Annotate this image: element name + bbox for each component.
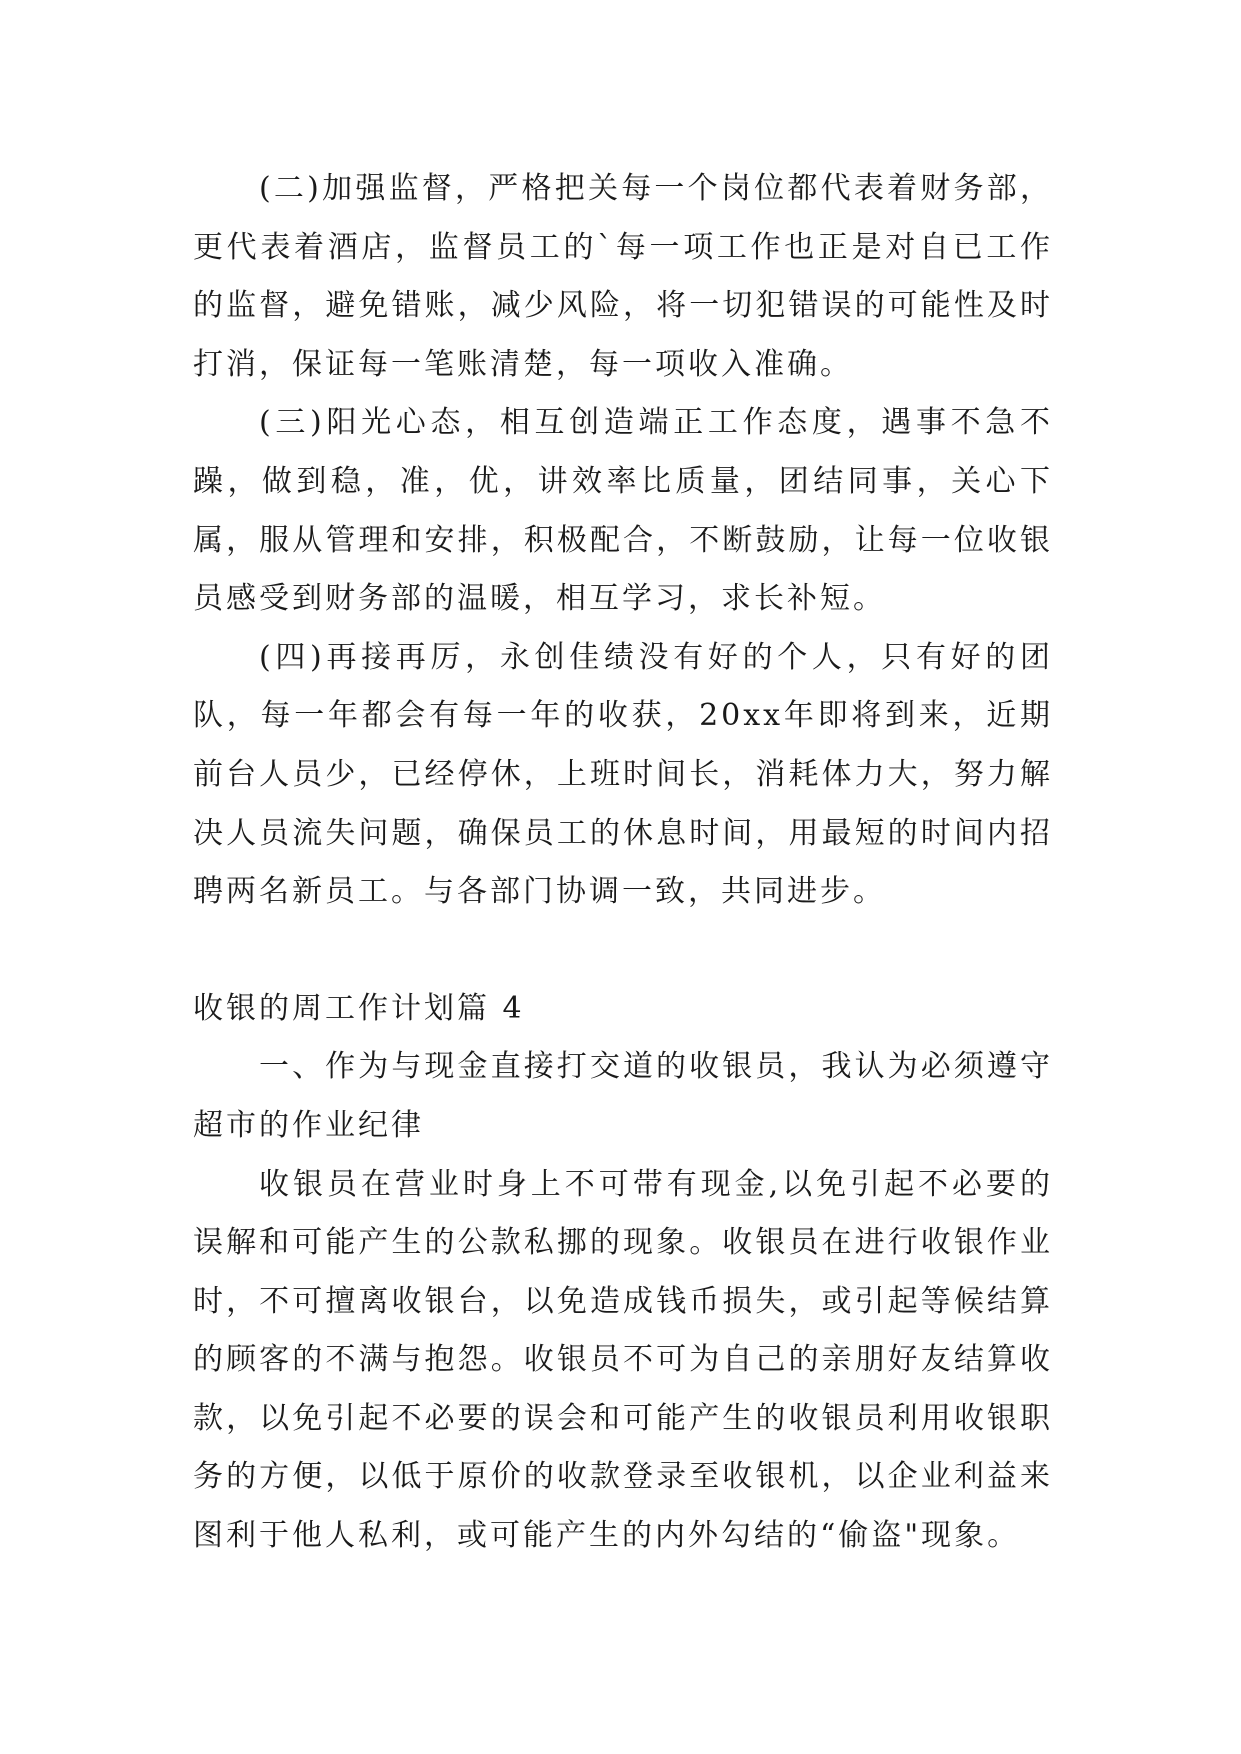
document-body xyxy=(193,160,1053,1566)
paragraph-discipline-body: 收银员在营业时身上不可带有现金,以免引起不必要的误解和可能产生的公款私挪的现象。收银员在进行收银作业时，不可擅离收银台，以免造成钱币损失，或引起等候结算的顾客的不满与抱怨。收银员不可为自己的亲朋好友结算收款，以免引起不必要的误会和可能产生的收银员利用收银职务的方便，以低于原价的收款登录至收银机，以企业利益来图利于他人私利，或可能产生的内外勾结的“偷盗"现象。 xyxy=(193,1166,1053,1554)
paragraph-attitude: (三)阳光心态，相互创造端正工作态度，遇事不急不躁，做到稳，准，优，讲效率比质量，团结同事，关心下属，服从管理和安排，积极配合，不断鼓励，让每一位收银员感受到财务部的温暖，相互学习，求长补短。 xyxy=(193,405,1053,617)
section-heading: 收银的周工作计划篇 4 xyxy=(193,990,525,1026)
paragraph-persistence: (四)再接再厉，永创佳绩没有好的个人，只有好的团队，每一年都会有每一年的收获，20xx年即将到来，近期前台人员少，已经停休，上班时间长，消耗体力大，努力解决人员流失问题，确保员工的休息时间，用最短的时间内招聘两名新员工。与各部门协调一致，共同进步。 xyxy=(193,639,1053,910)
paragraph-supervision: (二)加强监督，严格把关每一个岗位都代表着财务部，更代表着酒店，监督员工的`每一项工作也正是对自已工作的监督，避免错账，减少风险，将一切犯错误的可能性及时打消，保证每一笔账清楚，每一项收入准确。 xyxy=(193,171,1053,382)
paragraph-discipline-title: 一、作为与现金直接打交道的收银员，我认为必须遵守超市的作业纪律 xyxy=(193,1049,1053,1143)
